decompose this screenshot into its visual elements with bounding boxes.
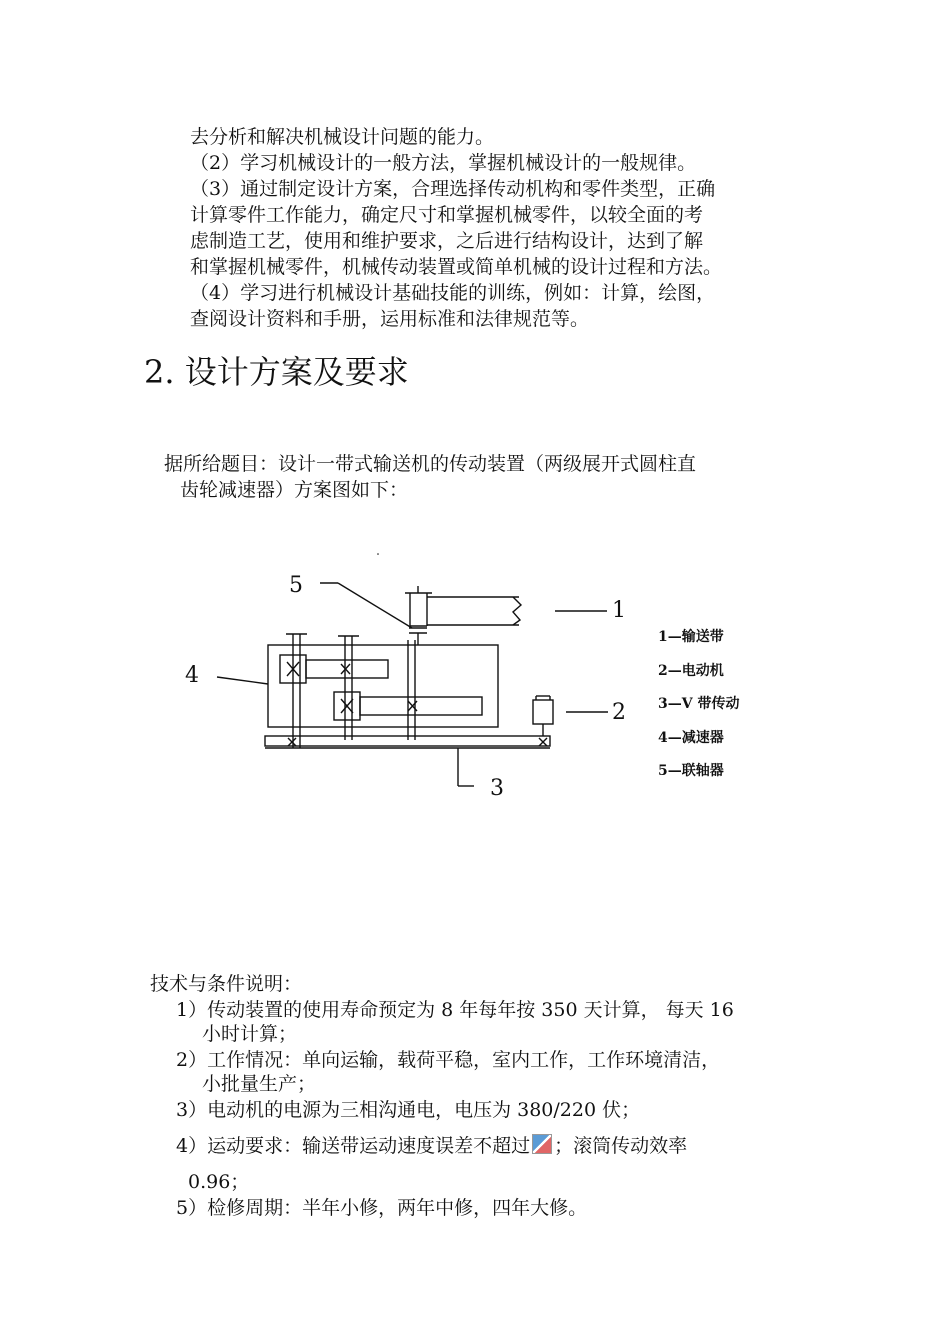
intro-line-2: （2）学习机械设计的一般方法，掌握机械设计的一般规律。 [190,152,697,174]
intro-line-5: 虑制造工艺，使用和维护要求，之后进行结构设计，达到了解 [190,230,704,252]
diagram-label-4: 4 [185,663,199,688]
spec-item-1-line-1: 1）传动装置的使用寿命预定为 8 年每年按 350 天计算， 每天 16 [176,999,734,1021]
legend-item-1: 1—输送带 [658,629,724,645]
section-desc-line-2: 齿轮减速器）方案图如下： [180,479,409,501]
section-heading: 2. 设计方案及要求 [144,353,409,391]
formula-image-icon [532,1134,552,1154]
intro-line-3: （3）通过制定设计方案，合理选择传动机构和零件类型，正确 [190,178,716,200]
spec-item-5: 5）检修周期：半年小修，两年中修，四年大修。 [176,1197,588,1219]
section-desc-line-1: 据所给题目：设计一带式输送机的传动装置（两级展开式圆柱直 [164,453,697,475]
spec-item-4-line-2: 0.96； [188,1171,250,1193]
diagram-label-5: 5 [289,573,303,598]
spec-item-2-line-2: 小批量生产； [202,1073,317,1095]
intro-line-1: 去分析和解决机械设计问题的能力。 [190,126,495,148]
spec-item-2-line-1: 2）工作情况：单向运输，载荷平稳，室内工作，工作环境清洁， [176,1049,721,1071]
diagram-label-1: 1 [612,598,626,623]
legend-item-2: 2—电动机 [658,663,724,679]
spec-item-1-line-2: 小时计算； [202,1023,298,1045]
intro-line-8: 查阅设计资料和手册，运用标准和法律规范等。 [190,308,590,330]
spec-item-4-text-b: ；滚筒传动效率 [554,1135,688,1157]
legend-item-4: 4—减速器 [658,730,724,746]
diagram-label-2: 2 [612,700,626,725]
spec-item-4-line-1 [176,1132,687,1160]
intro-line-4: 计算零件工作能力，确定尺寸和掌握机械零件，以较全面的考 [190,204,704,226]
spec-item-3: 3）电动机的电源为三相沟通电，电压为 380/220 伏； [176,1099,641,1121]
legend-item-5: 5—联轴器 [658,763,724,779]
diagram-label-3: 3 [490,776,504,801]
spec-item-4-text-a: 4）运动要求：输送带运动速度误差不超过 [176,1135,531,1157]
legend-item-3: 3—V 带传动 [658,696,740,712]
intro-line-6: 和掌握机械零件，机械传动装置或简单机械的设计过程和方法。 [190,256,723,278]
specs-title: 技术与条件说明： [150,973,303,995]
intro-line-7: （4）学习进行机械设计基础技能的训练，例如：计算，绘图， [190,282,716,304]
